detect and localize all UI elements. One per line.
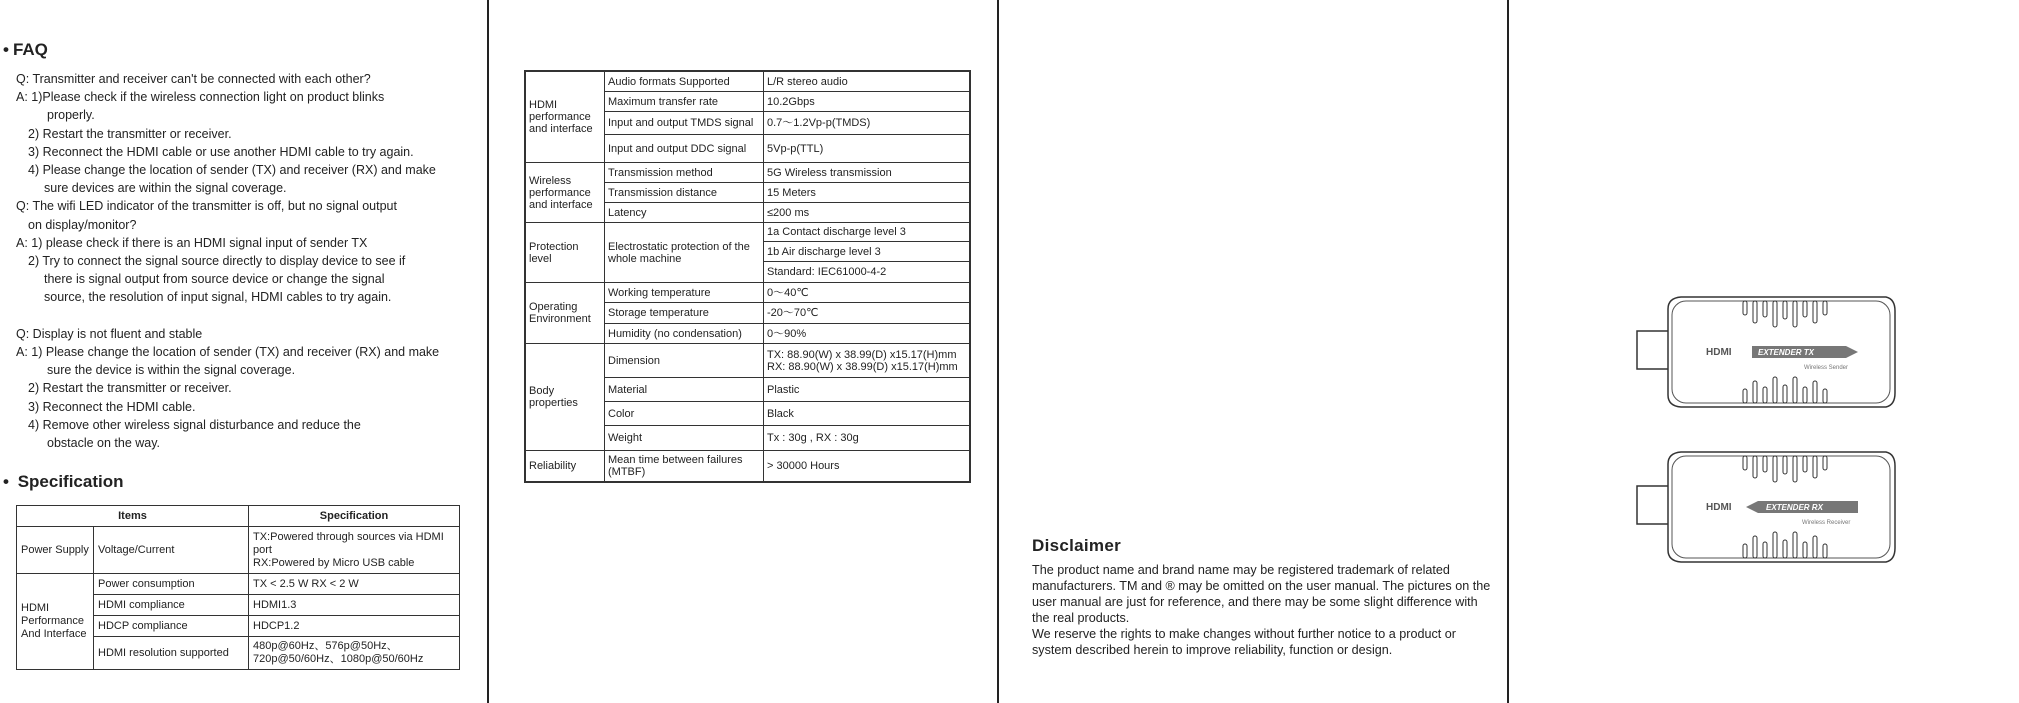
tx-brand-text: HDMI [1706, 347, 1732, 358]
disclaimer-section [1032, 536, 1492, 658]
tx-sub-text: Wireless Sender [1804, 365, 1849, 371]
table-row [17, 574, 460, 595]
faq-line: A: 1)Please check if the wireless connection light on product blinks [16, 90, 385, 105]
panel-divider [1507, 0, 1509, 703]
item-voltage-current: Voltage/Current [94, 527, 249, 574]
group-power-supply: Power Supply [17, 527, 94, 574]
item-cell: Audio formats Supported [605, 71, 764, 92]
value-cell: 10.2Gbps [764, 92, 971, 112]
item-cell: HDMI compliance [94, 595, 249, 616]
item-cell: Transmission method [605, 163, 764, 183]
table-row [525, 223, 970, 242]
item-cell: Input and output TMDS signal [605, 112, 764, 135]
value-cell: Tx : 30g , RX : 30g [764, 426, 971, 451]
item-cell: HDCP compliance [94, 616, 249, 637]
specification-title: Specification [17, 472, 124, 491]
faq-line [16, 307, 486, 325]
group-hdmi-performance: HDMI Performance And Interface [17, 574, 94, 670]
disclaimer-paragraph: We reserve the rights to make changes without further notice to a product or system described herein to improve reliability, function or design. [1032, 627, 1456, 657]
value-cell: Plastic [764, 378, 971, 402]
faq-line: 2) Restart the transmitter or receiver. [28, 126, 232, 141]
faq-line: 4) Remove other wireless signal disturbance and reduce the [28, 417, 361, 432]
value-cell: 0～90% [764, 324, 971, 344]
faq-heading: • FAQ [3, 40, 48, 59]
tx-sender-device-illustration [1636, 293, 1898, 411]
faq-line: source, the resolution of input signal, HDMI cables to try again. [44, 290, 392, 305]
value-cell: 1b Air discharge level 3 [764, 242, 971, 262]
header-specification: Specification [249, 506, 460, 527]
item-cell: Storage temperature [605, 303, 764, 324]
item-cell: Color [605, 402, 764, 426]
header-items: Items [17, 506, 249, 527]
tx-label-text: EXTENDER TX [1758, 348, 1815, 357]
faq-line: 3) Reconnect the HDMI cable. [28, 399, 196, 414]
value-cell: -20～70℃ [764, 303, 971, 324]
hdmi-plug [1637, 486, 1669, 524]
rx-receiver-device-illustration [1636, 448, 1898, 566]
rx-label-text: EXTENDER RX [1766, 503, 1823, 512]
specification-heading: • Specification [3, 472, 124, 491]
item-cell: Weight [605, 426, 764, 451]
value-cell: Black [764, 402, 971, 426]
value-cell: 5Vp-p(TTL) [764, 135, 971, 163]
item-cell: Maximum transfer rate [605, 92, 764, 112]
item-cell: HDMI resolution supported [94, 637, 249, 670]
faq-title: FAQ [12, 40, 48, 59]
value-voltage-current: TX:Powered through sources via HDMI port RX:Powered by Micro USB cable [249, 527, 460, 574]
group-reliability: Reliability [525, 451, 605, 483]
value-cell: TX < 2.5 W RX < 2 W [249, 574, 460, 595]
value-cell: 480p@60Hz、576p@50Hz、 720p@50/60Hz、1080p@50/60Hz [249, 637, 460, 670]
item-cell: Dimension [605, 344, 764, 378]
table-row [525, 451, 970, 483]
group-wireless: Wireless performance and interface [525, 163, 605, 223]
faq-line: there is signal output from source device or change the signal [44, 272, 385, 287]
table-row [525, 71, 970, 92]
table-row [17, 527, 460, 574]
group-hdmi: HDMI performance and interface [525, 71, 605, 163]
value-cell: HDCP1.2 [249, 616, 460, 637]
value-cell: > 30000 Hours [764, 451, 971, 483]
table-row [525, 163, 970, 183]
value-cell: ≤200 ms [764, 203, 971, 223]
rx-brand-text: HDMI [1706, 502, 1732, 513]
group-protection: Protection level [525, 223, 605, 283]
faq-panel [0, 0, 487, 703]
faq-line: Q: The wifi LED indicator of the transmitter is off, but no signal output [16, 199, 397, 214]
item-cell: Working temperature [605, 283, 764, 303]
hdmi-plug [1637, 331, 1669, 369]
faq-line: Q: Display is not fluent and stable [16, 326, 203, 341]
item-cell: Latency [605, 203, 764, 223]
faq-line: sure the device is within the signal coverage. [47, 363, 296, 378]
table-header-row [17, 506, 460, 527]
faq-line: 2) Restart the transmitter or receiver. [28, 381, 232, 396]
value-cell: 0.7～1.2Vp-p(TMDS) [764, 112, 971, 135]
faq-line: properly. [47, 108, 95, 123]
value-cell: 1a Contact discharge level 3 [764, 223, 971, 242]
disclaimer-paragraph: The product name and brand name may be registered trademark of related manufacturers. TM and ® may be omitted on the user manual. The pictures on the user manual are just for reference, and there may be some slight difference with the real products. [1032, 563, 1491, 625]
item-cell: Input and output DDC signal [605, 135, 764, 163]
faq-line: 2) Try to connect the signal source directly to display device to see if [28, 254, 406, 269]
faq-line: 3) Reconnect the HDMI cable or use another HDMI cable to try again. [28, 144, 414, 159]
table-row [525, 344, 970, 378]
faq-line: A: 1) please check if there is an HDMI signal input of sender TX [16, 235, 368, 250]
item-cell: Humidity (no condensation) [605, 324, 764, 344]
faq-line: on display/monitor? [28, 217, 137, 232]
item-cell: Mean time between failures (MTBF) [605, 451, 764, 483]
specification-table [16, 505, 460, 670]
item-cell: Electrostatic protection of the whole machine [605, 223, 764, 283]
faq-line: Q: Transmitter and receiver can't be connected with each other? [16, 72, 371, 86]
disclaimer-title: Disclaimer [1032, 536, 1121, 555]
value-cell: Standard: IEC61000-4-2 [764, 262, 971, 283]
value-cell: HDMI1.3 [249, 595, 460, 616]
faq-line: obstacle on the way. [47, 436, 161, 451]
table-row [525, 283, 970, 303]
value-cell: L/R stereo audio [764, 71, 971, 92]
item-cell: Transmission distance [605, 183, 764, 203]
faq-line: A: 1) Please change the location of sender (TX) and receiver (RX) and make [16, 345, 440, 360]
value-cell: 0～40℃ [764, 283, 971, 303]
value-cell: 5G Wireless transmission [764, 163, 971, 183]
panel-divider [487, 0, 489, 703]
value-cell: 15 Meters [764, 183, 971, 203]
group-body: Body properties [525, 344, 605, 451]
item-cell: Power consumption [94, 574, 249, 595]
faq-line: sure devices are within the signal coverage. [44, 181, 287, 196]
value-cell: TX: 88.90(W) x 38.99(D) x15.17(H)mm RX: 88.90(W) x 38.99(D) x15.17(H)mm [764, 344, 971, 378]
detailed-spec-table [524, 70, 971, 483]
group-operating: Operating Environment [525, 283, 605, 344]
faq-list [16, 70, 486, 452]
item-cell: Material [605, 378, 764, 402]
faq-line: 4) Please change the location of sender (TX) and receiver (RX) and make [28, 163, 436, 178]
rx-sub-text: Wireless Receiver [1802, 520, 1851, 526]
panel-divider [997, 0, 999, 703]
